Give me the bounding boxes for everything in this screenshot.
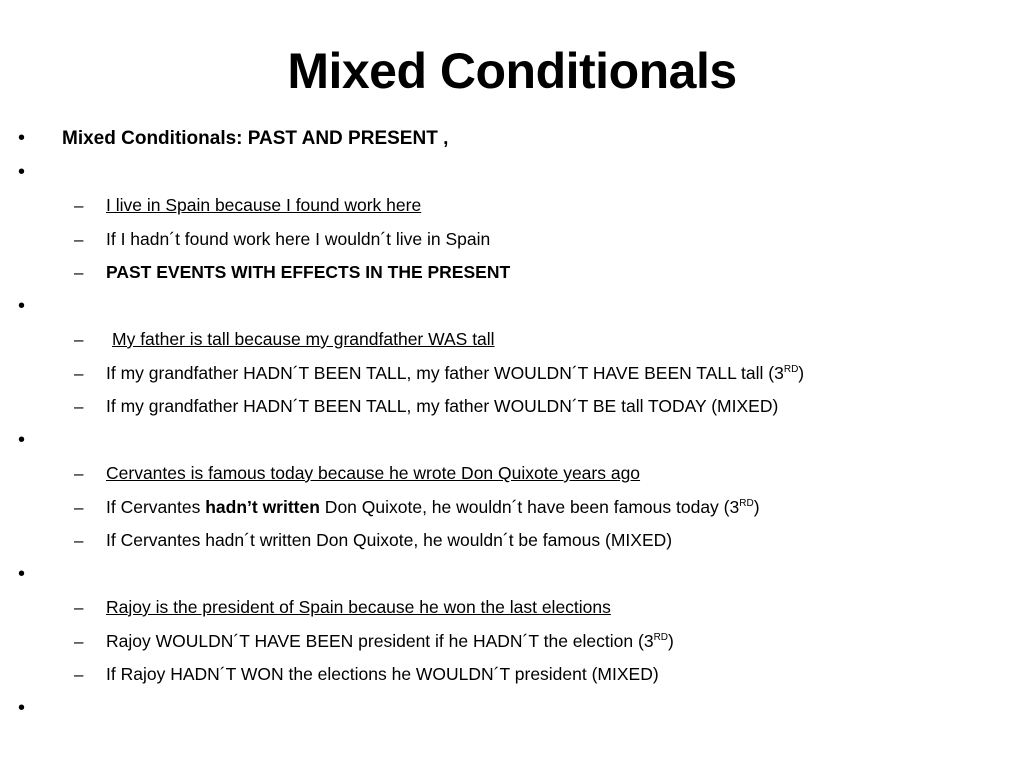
sub-item-text: PAST EVENTS WITH EFFECTS IN THE PRESENT — [106, 262, 511, 282]
sub-item-text: If I hadn´t found work here I wouldn´t live in Spain — [106, 228, 491, 249]
dash-marker: – — [74, 497, 84, 517]
sub-item-text — [106, 357, 804, 390]
sub-item — [0, 658, 1024, 692]
dash-marker: – — [74, 397, 84, 416]
bullet-item-empty — [0, 156, 1024, 190]
sub-item-text: Rajoy is the president of Spain because he won the last elections — [106, 597, 611, 617]
sub-item — [0, 591, 1024, 625]
sub-item — [0, 323, 1024, 357]
superscript: RD — [653, 631, 669, 643]
bullet-item — [0, 122, 1024, 156]
superscript: RD — [783, 363, 799, 375]
sub-item — [0, 223, 1024, 257]
sub-item — [0, 390, 1024, 424]
bullet-text: Mixed Conditionals: PAST AND PRESENT , — [62, 128, 449, 149]
sub-item — [0, 625, 1024, 659]
dash-marker: – — [74, 196, 84, 215]
bullet-item-empty — [0, 692, 1024, 726]
text-part: ) — [798, 362, 805, 383]
bullet-marker: • — [18, 428, 26, 451]
text-part: ) — [753, 496, 760, 517]
dash-marker: – — [74, 330, 84, 349]
sub-item — [0, 256, 1024, 290]
bullet-item-empty — [0, 290, 1024, 324]
dash-marker: – — [74, 598, 84, 617]
sub-item-text — [106, 625, 674, 658]
sub-item-text: If Rajoy HADN´T WON the elections he WOULDN´T president (MIXED) — [106, 664, 659, 684]
dash-marker: – — [74, 665, 84, 684]
dash-marker: – — [74, 631, 84, 651]
sub-item-text: If my grandfather HADN´T BEEN TALL, my father WOULDN´T BE tall TODAY (MIXED) — [106, 396, 779, 416]
sub-item-text: Cervantes is famous today because he wrote Don Quixote years ago — [106, 463, 641, 483]
dash-marker: – — [74, 464, 84, 483]
sub-item-text: I live in Spain because I found work here — [106, 195, 422, 215]
bullet-marker: • — [18, 127, 26, 149]
sub-item — [0, 491, 1024, 525]
sub-item — [0, 457, 1024, 491]
text-part: ) — [668, 630, 674, 651]
bullet-item-empty — [0, 558, 1024, 592]
superscript: RD — [739, 497, 754, 509]
bullet-marker: • — [18, 294, 26, 317]
bullet-marker: • — [18, 696, 26, 719]
sub-item-text: My father is tall because my grandfather WAS tall — [112, 329, 495, 349]
bullet-item-empty — [0, 424, 1024, 458]
slide-title: Mixed Conditionals — [287, 43, 737, 99]
bullet-marker: • — [18, 562, 26, 585]
sub-item-text: If Cervantes hadn´t written Don Quixote, he wouldn´t be famous (MIXED) — [106, 530, 673, 550]
dash-marker: – — [74, 229, 84, 249]
sub-item — [0, 357, 1024, 391]
dash-marker: – — [74, 531, 84, 550]
bullet-marker: • — [18, 160, 26, 183]
text-part: If Cervantes — [106, 496, 206, 517]
dash-marker: – — [74, 263, 84, 282]
text-part: Rajoy WOULDN´T HAVE BEEN president if he HADN´T the election (3 — [106, 630, 654, 651]
text-part: Don Quixote, he wouldn´t have been famous today (3 — [319, 496, 740, 517]
text-part-bold: hadn’t written — [205, 496, 320, 517]
dash-marker: – — [74, 363, 84, 383]
slide-content — [0, 122, 1024, 725]
sub-item — [0, 524, 1024, 558]
sub-item — [0, 189, 1024, 223]
sub-item-text — [106, 491, 760, 524]
text-part: If my grandfather HADN´T BEEN TALL, my father WOULDN´T HAVE BEEN TALL tall (3 — [106, 362, 784, 383]
